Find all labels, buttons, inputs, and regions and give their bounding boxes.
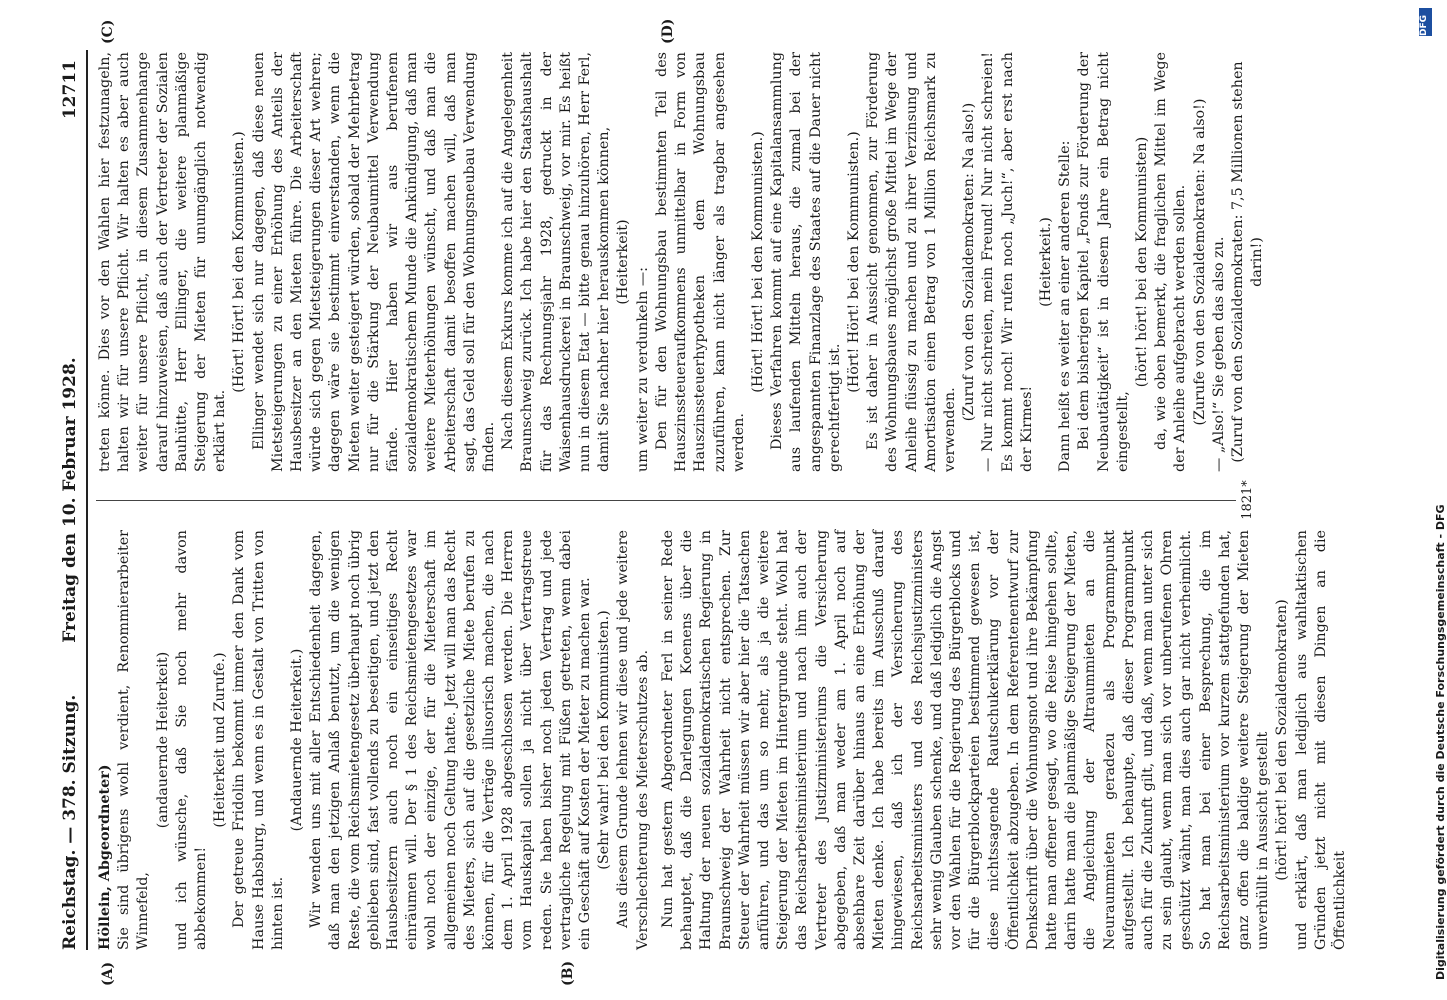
column-divider [96, 500, 1236, 501]
header-rule [86, 50, 88, 950]
left-column [96, 530, 1350, 950]
margin-marker-a: (A) [100, 961, 116, 986]
page-header [60, 50, 86, 950]
margin-marker-b: (B) [560, 960, 576, 986]
quotation: Den für den Wohnungsbau bestimmten Teil des Hauszinssteueraufkommens unmittelbar in Form von Hauszinssteuerhypotheken dem Wohnungsbau zuzuführen, kann nicht länger als tragbar angesehen werden. [653, 52, 747, 472]
paragraph: Aus diesem Grunde lehnen wir diese und jede weitere Verschlechterung des Mieterschutzes ab. [615, 530, 651, 950]
credit-text: Digitalisierung gefördert durch die Deutsche Forschungsgemeinschaft - DFG [1434, 504, 1447, 980]
paragraph: — „Also!“ Sie geben das also zu. [1210, 236, 1227, 472]
interjection: (hört! hört! bei den Kommunisten) [1133, 136, 1150, 388]
quotation: Bei dem bisherigen Kapitel „Fonds zur Förderung der Neubautätigkeit“ ist in diesem Jahre ein Betrag nicht eingestellt, [1076, 52, 1131, 472]
speaker-line: Höllein, Abgeordneter) [97, 764, 113, 950]
paragraph: Wir wenden uns mit aller Entschiedenheit dagegen, daß man den jetzigen Anlaß benutzt, um die wenigen Reste, die vom Reichsmietengesetz überhaupt noch übrig geblieben sind, fast vollends zu beseitigen, und jetzt den Hausbesitzern auch noch ein einseitiges Recht einräumen will. Der § 1 des Reichsmietengesetzes war wohl noch der einzige, der für die Mieterschaft im allgemeinen noch Geltung hatte. Jetzt will man das Recht des Mieters, sich auf die gesetzliche Miete berufen zu können, für die Verträge illusorisch machen, die nach dem 1. April 1928 abgeschlossen werden. Die Herren vom Hauskapital sollen ja nicht über Vertragstreue reden. Sie haben bisher noch jeden Vertrag und jede vertragliche Regelung mit Füßen getreten, wenn dabei ein Geschäft auf Kosten der Mieter zu machen war. [308, 530, 594, 950]
page-number: 12711 [60, 60, 80, 120]
quotation: Es ist daher in Aussicht genommen, zur Förderung des Wohnungsbaues möglichst große Mittel im Wege der Anleihe flüssig zu machen und zu ihrer Verzinsung und Amortisation einen Betrag von 1 Million Reichsmark zu verwenden. [865, 52, 958, 472]
interjection: (Heiterkeit.) [1037, 217, 1054, 307]
paragraph: treten könne. Dies vor den Wahlen hier festzunageln, halten wir für unsere Pflicht. Wir halten es aber auch weiter für unsere Pflicht, in diesem Zusammenhange darauf hinzuweisen, daß auch der Vertreter der Sozialen Bauhütte, Herr Ellinger, die weitere planmäßige Steigerung der Mieten für unumgänglich notwendig erklärt hat. [97, 52, 229, 472]
paragraph: und ich wünsche, daß Sie noch mehr davon abbekommen! [173, 530, 210, 950]
right-column [96, 52, 1267, 472]
interjection: (Zuruf von den Sozialdemokraten: 7,5 Millionen stehen darin!) [1229, 61, 1266, 463]
paragraph: und erklärt, daß man lediglich aus wahltaktischen Gründen jetzt nicht mit diesen Dingen an die Öffentlichkeit [1293, 530, 1348, 950]
interjection: (Hört! Hört! bei den Kommunisten.) [231, 131, 248, 393]
quotation: Dieses Verfahren kommt auf eine Kapitalansammlung aus laufenden Mitteln heraus, die zumal bei der angespannten Finanzlage des Staates auf die Dauer nicht gerechtfertigt ist. [769, 52, 843, 472]
paragraph: Nun hat gestern Abgeordneter Ferl in seiner Rede behauptet, daß die Darlegungen Koenens über die Haltung der neuen sozialdemokratischen Regierung in Braunschweig der Wahrheit nicht entsprechen. Zur Steuer der Wahrheit müssen wir aber hier die Tatsachen anführen, und das um so mehr, als ja die weitere Steigerung der Mieten im Hintergrunde steht. Wohl hat das Reichsarbeitsministerium und nach ihm auch der Vertreter des Justizministeriums die Versicherung abgegeben, daß man weder am 1. April noch auf absehbare Zeit darüber hinaus an eine Erhöhung der Mieten denke. Ich habe bereits im Ausschuß darauf hingewiesen, daß ich der Versicherung des Reichsarbeitsministers und des Reichsjustizministers sehr wenig Glauben schenke, und daß lediglich die Angst vor den Wahlen für die Regierung des Bürgerblocks und für die Bürgerblockparteien bestimmend gewesen ist, diese nichtssagende Rautschukerklärung vor der Öffentlichkeit abzugeben. In dem Referentenentwurf zur Denkschrift über die Wohnungsnot und ihre Bekämpfung hatte man offener gesagt, wo die Reise hingehen sollte, darin hatte man die planmäßige Steigerung der Mieten, die Angleichung der Altraummieten an die Neuraummieten geradezu als Programmpunkt aufgestellt. Ich behaupte, daß dieser Programmpunkt auch für die Zukunft gilt, und daß, wenn man unter sich zu sein glaubt, wenn man sich vor unberufenen Ohren geschützt wähnt, man dies auch gar nicht verheimlicht. So hat man bei einer Besprechung, die im Reichsarbeitsministerium vor kurzem stattgefunden hat, ganz offen die baldige weitere Steigerung der Mieten unverhüllt in Aussicht gestellt [659, 530, 1272, 950]
paragraph: Sie sind übrigens wohl verdient, Renommierarbeiter Winnefeld, [116, 530, 152, 950]
paragraph: um weiter zu verdunkeln —: [634, 267, 651, 472]
margin-marker-c: (C) [100, 19, 116, 44]
paragraph: Nach diesem Exkurs komme ich auf die Angelegenheit Braunschweig zurück. Ich habe hier den Staatshaushalt für das Rechnungsjahr 1928, gedruckt in der Waisenhausdruckerei in Braunschweig, vor mir. Es heißt nun in diesem Etat — bitte genau hinzuhören, Herr Ferl, damit Sie nachher hier herauskommen können, [500, 52, 613, 472]
margin-marker-d: (D) [660, 18, 676, 44]
rotated-sheet [60, 18, 1420, 986]
paragraph: Der getreue Fridolin bekommt immer den Dank vom Hause Habsburg, und wenn es in Gestalt von Tritten von hinten ist. [231, 530, 286, 950]
interjection: (Zuruf von den Sozialdemokraten: Na also!) [961, 102, 978, 422]
dfg-logo-icon: DFG [1419, 8, 1432, 36]
interjection: (Heiterkeit und Zurufe.) [212, 652, 229, 828]
signature-mark: 1821* [1240, 480, 1255, 520]
paragraph: Dann heißt es weiter an einer anderen Stelle: [1057, 140, 1074, 472]
interjection: (Andauernde Heiterkeit.) [289, 648, 306, 832]
interjection: (Zurufe von den Sozialdemokraten: Na also!) [1191, 98, 1208, 426]
digitization-credit [1416, 10, 1447, 990]
interjection: (Sehr wahr! bei den Kommunisten.) [596, 610, 613, 870]
paragraph: Ellinger wendet sich nur dagegen, daß diese neuen Mietsteigerungen zu einer Erhöhung des Anteils der Hausbesitzer an den Mieten führe. Die Arbeiterschaft würde sich gegen Mietsteigerungen dieser Art wehren; dagegen wäre sie bestimmt einverstanden, wenn die Mieten weiter gesteigert würden, sobald der Mehrbetrag nur für die Stärkung der Neubaumittel Verwendung fände. Hier haben wir aus berufenem sozialdemokratischem Munde die Ankündigung, daß man weitere Mieterhöhungen wünscht, und daß man die Arbeiterschaft damit besoffen machen will, daß man sagt, das Geld soll für den Wohnungsneubau Verwendung finden. [250, 52, 498, 472]
quotation: da, wie oben bemerkt, die fraglichen Mittel im Wege der Anleihe aufgebracht werden sollen. [1153, 52, 1189, 472]
header-session: Reichstag. — 378. Sitzung. [60, 694, 80, 950]
paragraph: — Nur nicht schreien, mein Freund! Nur nicht schreien! Es kommt noch! Wir rufen noch „Juch!“, aber erst nach der Kirmes! [980, 52, 1035, 472]
header-date: Freitag den 10. Februar 1928. [60, 357, 80, 643]
interjection: (Hört! Hört! bei den Kommunisten.) [845, 131, 862, 393]
interjection: (andauernde Heiterkeit) [154, 651, 171, 829]
interjection: (Hört! Hört! bei den Kommunisten.) [749, 131, 766, 393]
interjection: (Heiterkeit) [615, 219, 632, 305]
interjection: (hört! hört! bei den Sozialdemokraten) [1274, 599, 1291, 881]
